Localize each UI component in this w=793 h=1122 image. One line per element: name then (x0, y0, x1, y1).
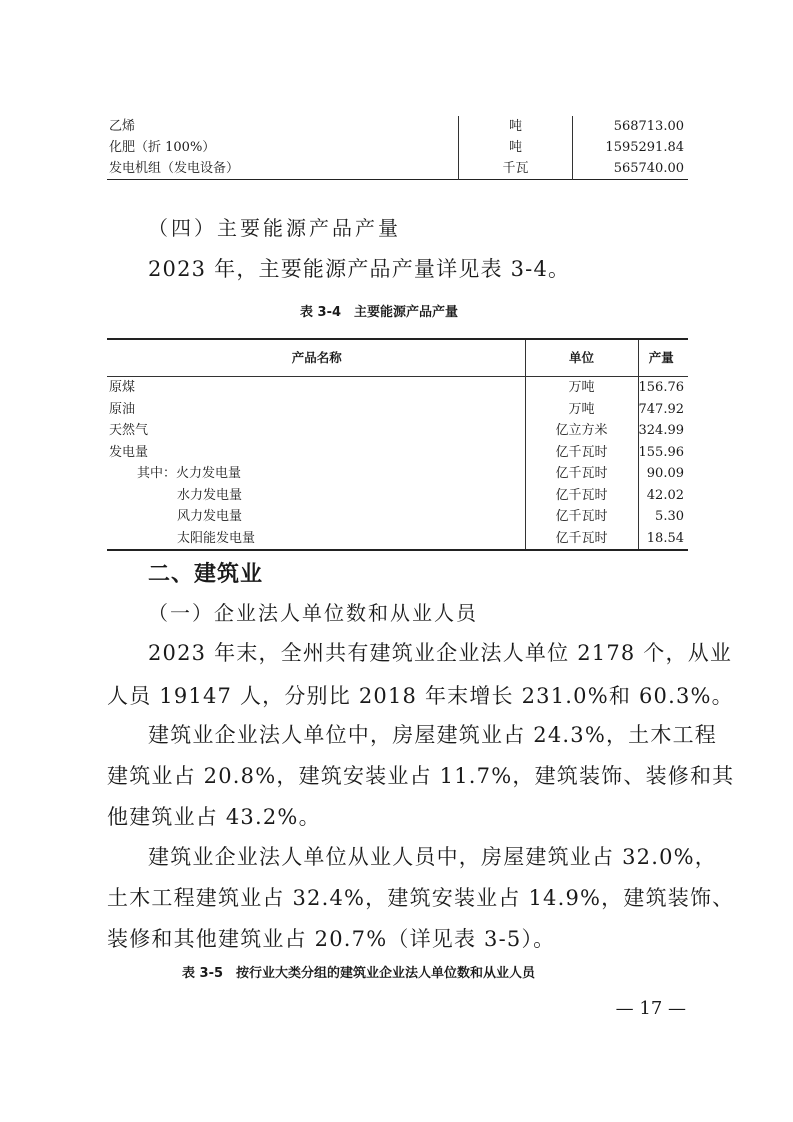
table-caption-3-5: 表 3-5 按行业大类分组的建筑业企业法人单位数和从业人员 (182, 966, 536, 981)
paragraph-line: 建筑业占 20.8%，建筑安装业占 11.7%，建筑装饰、装修和其 (107, 764, 735, 788)
product-value: 5.30 (655, 509, 684, 524)
table-row (107, 420, 688, 442)
paragraph-line: 他建筑业占 43.2%。 (107, 805, 321, 829)
product-value: 155.96 (638, 444, 684, 460)
product-name: 原油 (109, 401, 136, 417)
paragraph-line: 2023 年末，全州共有建筑业企业法人单位 2178 个，从业 (148, 641, 733, 665)
paragraph-energy: 2023 年，主要能源产品产量详见表 3-4。 (148, 257, 571, 281)
table-row (107, 377, 688, 399)
table-row (107, 442, 688, 464)
product-unit: 亿千瓦时 (525, 506, 638, 528)
product-name: 其中：火力发电量 (137, 466, 242, 481)
product-name: 发电机组（发电设备） (109, 161, 240, 176)
table-row (107, 485, 688, 507)
product-name: 水力发电量 (177, 487, 243, 503)
table-row (107, 116, 688, 137)
paragraph-line: 建筑业企业法人单位从业人员中，房屋建筑业占 32.0%， (148, 845, 717, 869)
product-value: 42.02 (646, 487, 684, 503)
section-heading-energy: （四）主要能源产品产量 (148, 216, 401, 240)
table-row (107, 158, 688, 180)
product-unit: 吨 (459, 116, 573, 137)
product-unit: 万吨 (525, 399, 638, 421)
table-row (107, 137, 688, 158)
product-unit: 亿立方米 (525, 420, 638, 442)
product-value: 1595291.84 (605, 140, 684, 155)
product-unit: 千瓦 (459, 158, 573, 180)
product-value: 747.92 (638, 401, 684, 417)
paragraph-line: 人员 19147 人，分别比 2018 年末增长 231.0%和 60.3%。 (107, 684, 734, 708)
paragraph-line: 建筑业企业法人单位中，房屋建筑业占 24.3%，土木工程 (148, 723, 717, 747)
table-header-row (107, 339, 688, 377)
product-name: 风力发电量 (177, 509, 243, 524)
product-unit: 亿千瓦时 (525, 463, 638, 485)
product-unit: 亿千瓦时 (525, 442, 638, 464)
table-row (107, 399, 688, 421)
product-value: 565740.00 (613, 161, 684, 176)
product-name: 太阳能发电量 (177, 530, 256, 546)
energy-output-table (107, 338, 688, 551)
table-row (107, 528, 688, 551)
product-unit: 万吨 (525, 377, 638, 399)
product-unit: 吨 (459, 137, 573, 158)
product-value: 324.99 (638, 423, 684, 438)
page-number: — 17 — (615, 998, 686, 1019)
product-value: 568713.00 (613, 119, 684, 134)
paragraph-line: 装修和其他建筑业占 20.7%（详见表 3-5）。 (107, 927, 556, 951)
paragraph-line: 土木工程建筑业占 32.4%，建筑安装业占 14.9%，建筑装饰、 (107, 886, 735, 910)
section-heading-construction: 二、建筑业 (148, 562, 264, 587)
product-name: 天然气 (109, 423, 149, 438)
product-unit: 亿千瓦时 (525, 485, 638, 507)
column-header-unit: 单位 (525, 339, 638, 377)
product-value: 156.76 (638, 380, 684, 395)
product-name: 乙烯 (109, 119, 136, 134)
product-unit: 亿千瓦时 (525, 528, 638, 551)
column-header-output: 产量 (638, 339, 688, 377)
product-value: 18.54 (646, 530, 684, 546)
product-output-table-continued (107, 116, 688, 180)
column-header-product: 产品名称 (107, 339, 525, 377)
product-value: 90.09 (646, 466, 684, 481)
subsection-heading-enterprises: （一）企业法人单位数和从业人员 (148, 601, 478, 625)
table-row (107, 463, 688, 485)
table-caption-3-4: 表 3-4 主要能源产品产量 (300, 305, 459, 320)
product-name: 发电量 (109, 444, 149, 460)
table-row (107, 506, 688, 528)
product-name: 原煤 (109, 380, 136, 395)
product-name: 化肥（折 100%） (109, 140, 216, 155)
